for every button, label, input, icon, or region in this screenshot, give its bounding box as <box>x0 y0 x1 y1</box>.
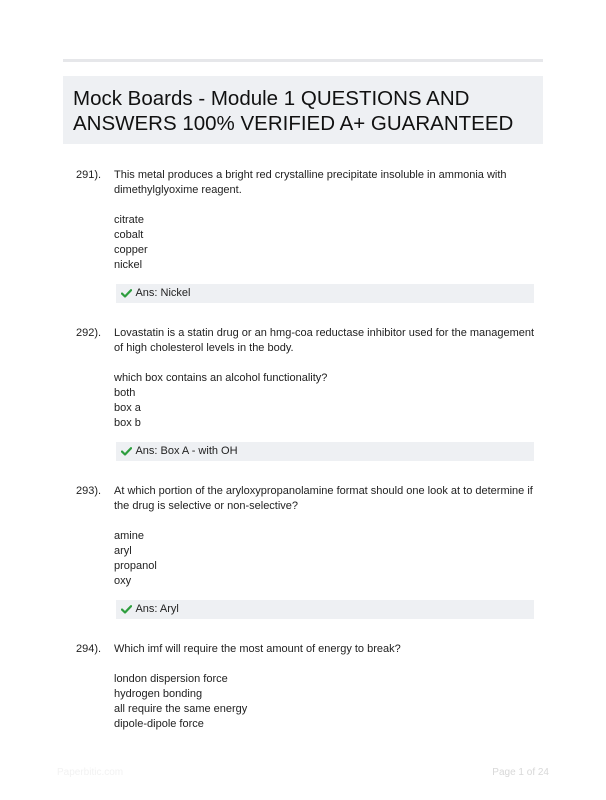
option-item: all require the same energy <box>114 703 248 715</box>
question-body <box>114 326 544 431</box>
option-list <box>114 529 544 589</box>
answer-text: Ans: Aryl <box>135 603 179 615</box>
question-text: At which portion of the aryloxypropanolamine format should one look at to determine if the drug is selective or non-selective? <box>114 485 533 512</box>
question-text: Lovastatin is a statin drug or an hmg-coa reductase inhibitor used for the management of high cholesterol levels in the body. <box>114 327 535 354</box>
question-number: 291). <box>76 169 102 181</box>
question-number: 292). <box>76 327 102 339</box>
option-item: hydrogen bonding <box>114 688 203 700</box>
question-number: 293). <box>76 485 102 497</box>
check-icon <box>121 284 133 303</box>
check-icon <box>121 442 133 461</box>
option-item: citrate <box>114 214 144 226</box>
option-list <box>114 386 544 431</box>
option-item: both <box>114 387 136 399</box>
question-body <box>114 642 544 732</box>
answer-text: Ans: Nickel <box>135 287 191 299</box>
option-item: box b <box>114 417 141 429</box>
option-item: london dispersion force <box>114 673 228 685</box>
option-item: amine <box>114 530 144 542</box>
footer-watermark: Paperbitic.com <box>57 767 124 778</box>
top-divider <box>63 59 543 62</box>
question-subtext: which box contains an alcohol functionality? <box>114 372 328 384</box>
answer-box <box>116 442 534 461</box>
page-title: Mock Boards - Module 1 QUESTIONS AND ANSWERS 100% VERIFIED A+ GUARANTEED <box>73 87 514 135</box>
option-item: dipole-dipole force <box>114 718 204 730</box>
option-item: box a <box>114 402 141 414</box>
option-list <box>114 672 544 732</box>
question-text: Which imf will require the most amount of energy to break? <box>114 643 401 655</box>
option-list <box>114 213 544 273</box>
option-item: aryl <box>114 545 132 557</box>
check-icon <box>121 600 133 619</box>
answer-box <box>116 600 534 619</box>
answer-box <box>116 284 534 303</box>
option-item: cobalt <box>114 229 144 241</box>
question-number: 294). <box>76 643 102 655</box>
page-indicator: Page 1 of 24 <box>492 767 549 778</box>
option-item: oxy <box>114 575 132 587</box>
question-body <box>114 168 544 273</box>
option-item: nickel <box>114 259 143 271</box>
question-text: This metal produces a bright red crystalline precipitate insoluble in ammonia with dimethylglyoxime reagent. <box>114 169 507 196</box>
option-item: propanol <box>114 560 157 572</box>
answer-text: Ans: Box A - with OH <box>135 445 238 457</box>
title-banner <box>63 76 543 144</box>
option-item: copper <box>114 244 148 256</box>
question-body <box>114 484 544 589</box>
